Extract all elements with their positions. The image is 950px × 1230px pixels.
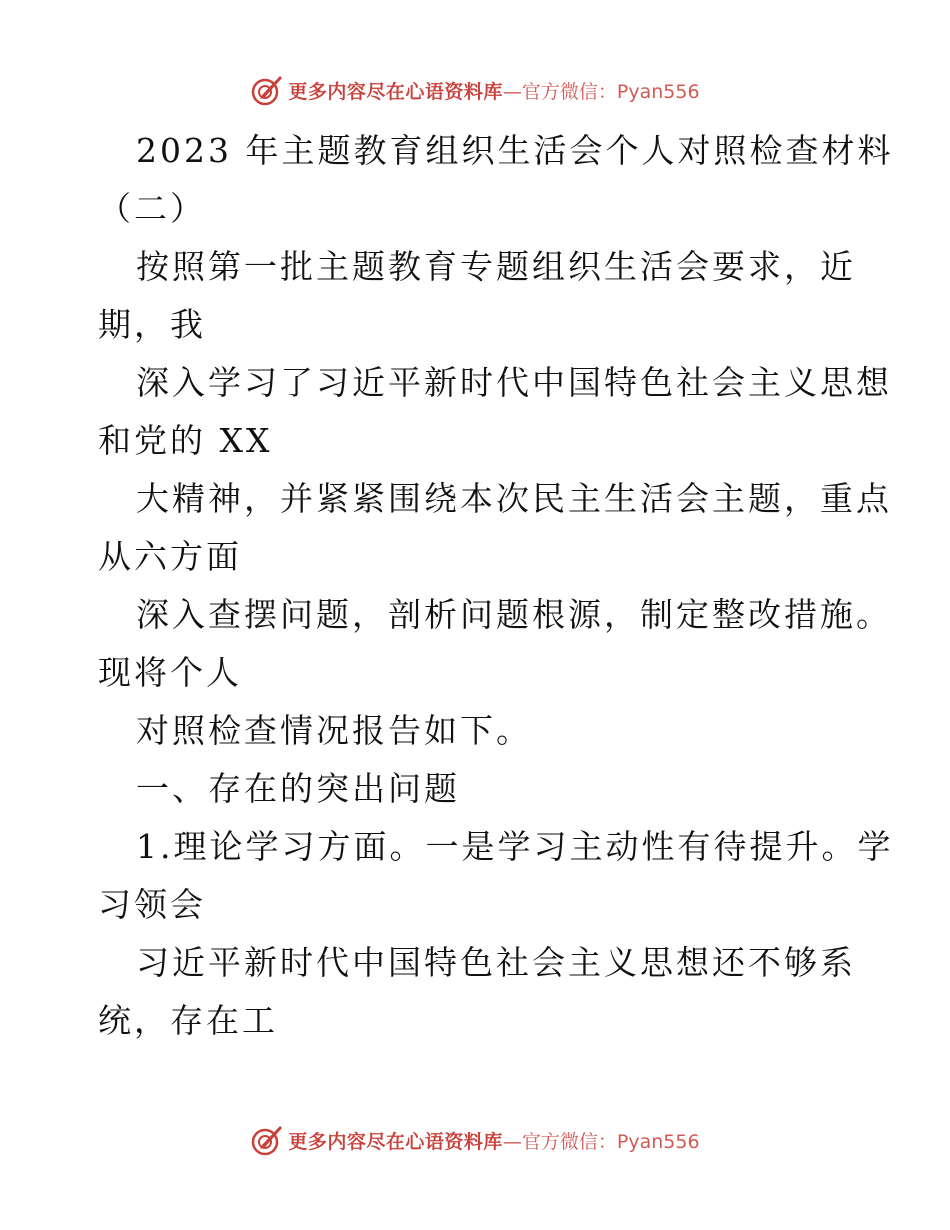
document-line: 2023 年主题教育组织生活会个人对照检查材料 (136, 131, 894, 170)
document-line: 和党的 XX (98, 421, 273, 460)
banner-brand-text: 更多内容尽在心语资料库 (288, 1130, 503, 1153)
document-line: 期，我 (98, 305, 206, 344)
footer-banner (0, 1120, 950, 1160)
document-line: 一、存在的突出问题 (136, 769, 460, 808)
header-banner (0, 70, 950, 110)
document-line: 深入查摆问题，剖析问题根源，制定整改措施。 (136, 595, 892, 634)
document-line: 现将个人 (98, 653, 242, 692)
document-line: 大精神，并紧紧围绕本次民主生活会主题，重点 (136, 479, 892, 518)
document-line: 统，存在工 (98, 1001, 278, 1040)
document-line: 1.理论学习方面。一是学习主动性有待提升。学 (136, 827, 894, 866)
banner-official-wechat: —官方微信：Pyan556 (502, 80, 700, 103)
document-line: 习领会 (98, 885, 206, 924)
document-line: 从六方面 (98, 537, 242, 576)
document-line: 对照检查情况报告如下。 (136, 711, 532, 750)
quill-pen-circle-icon (250, 73, 284, 107)
document-body (98, 122, 894, 1050)
document-line: 深入学习了习近平新时代中国特色社会主义思想 (136, 363, 892, 402)
quill-pen-circle-icon (250, 1123, 284, 1157)
document-line: 按照第一批主题教育专题组织生活会要求，近 (136, 247, 856, 286)
document-line: 习近平新时代中国特色社会主义思想还不够系 (136, 943, 856, 982)
document-line: （二） (98, 189, 206, 228)
banner-official-wechat: —官方微信：Pyan556 (502, 1130, 700, 1153)
banner-brand-text: 更多内容尽在心语资料库 (288, 80, 503, 103)
